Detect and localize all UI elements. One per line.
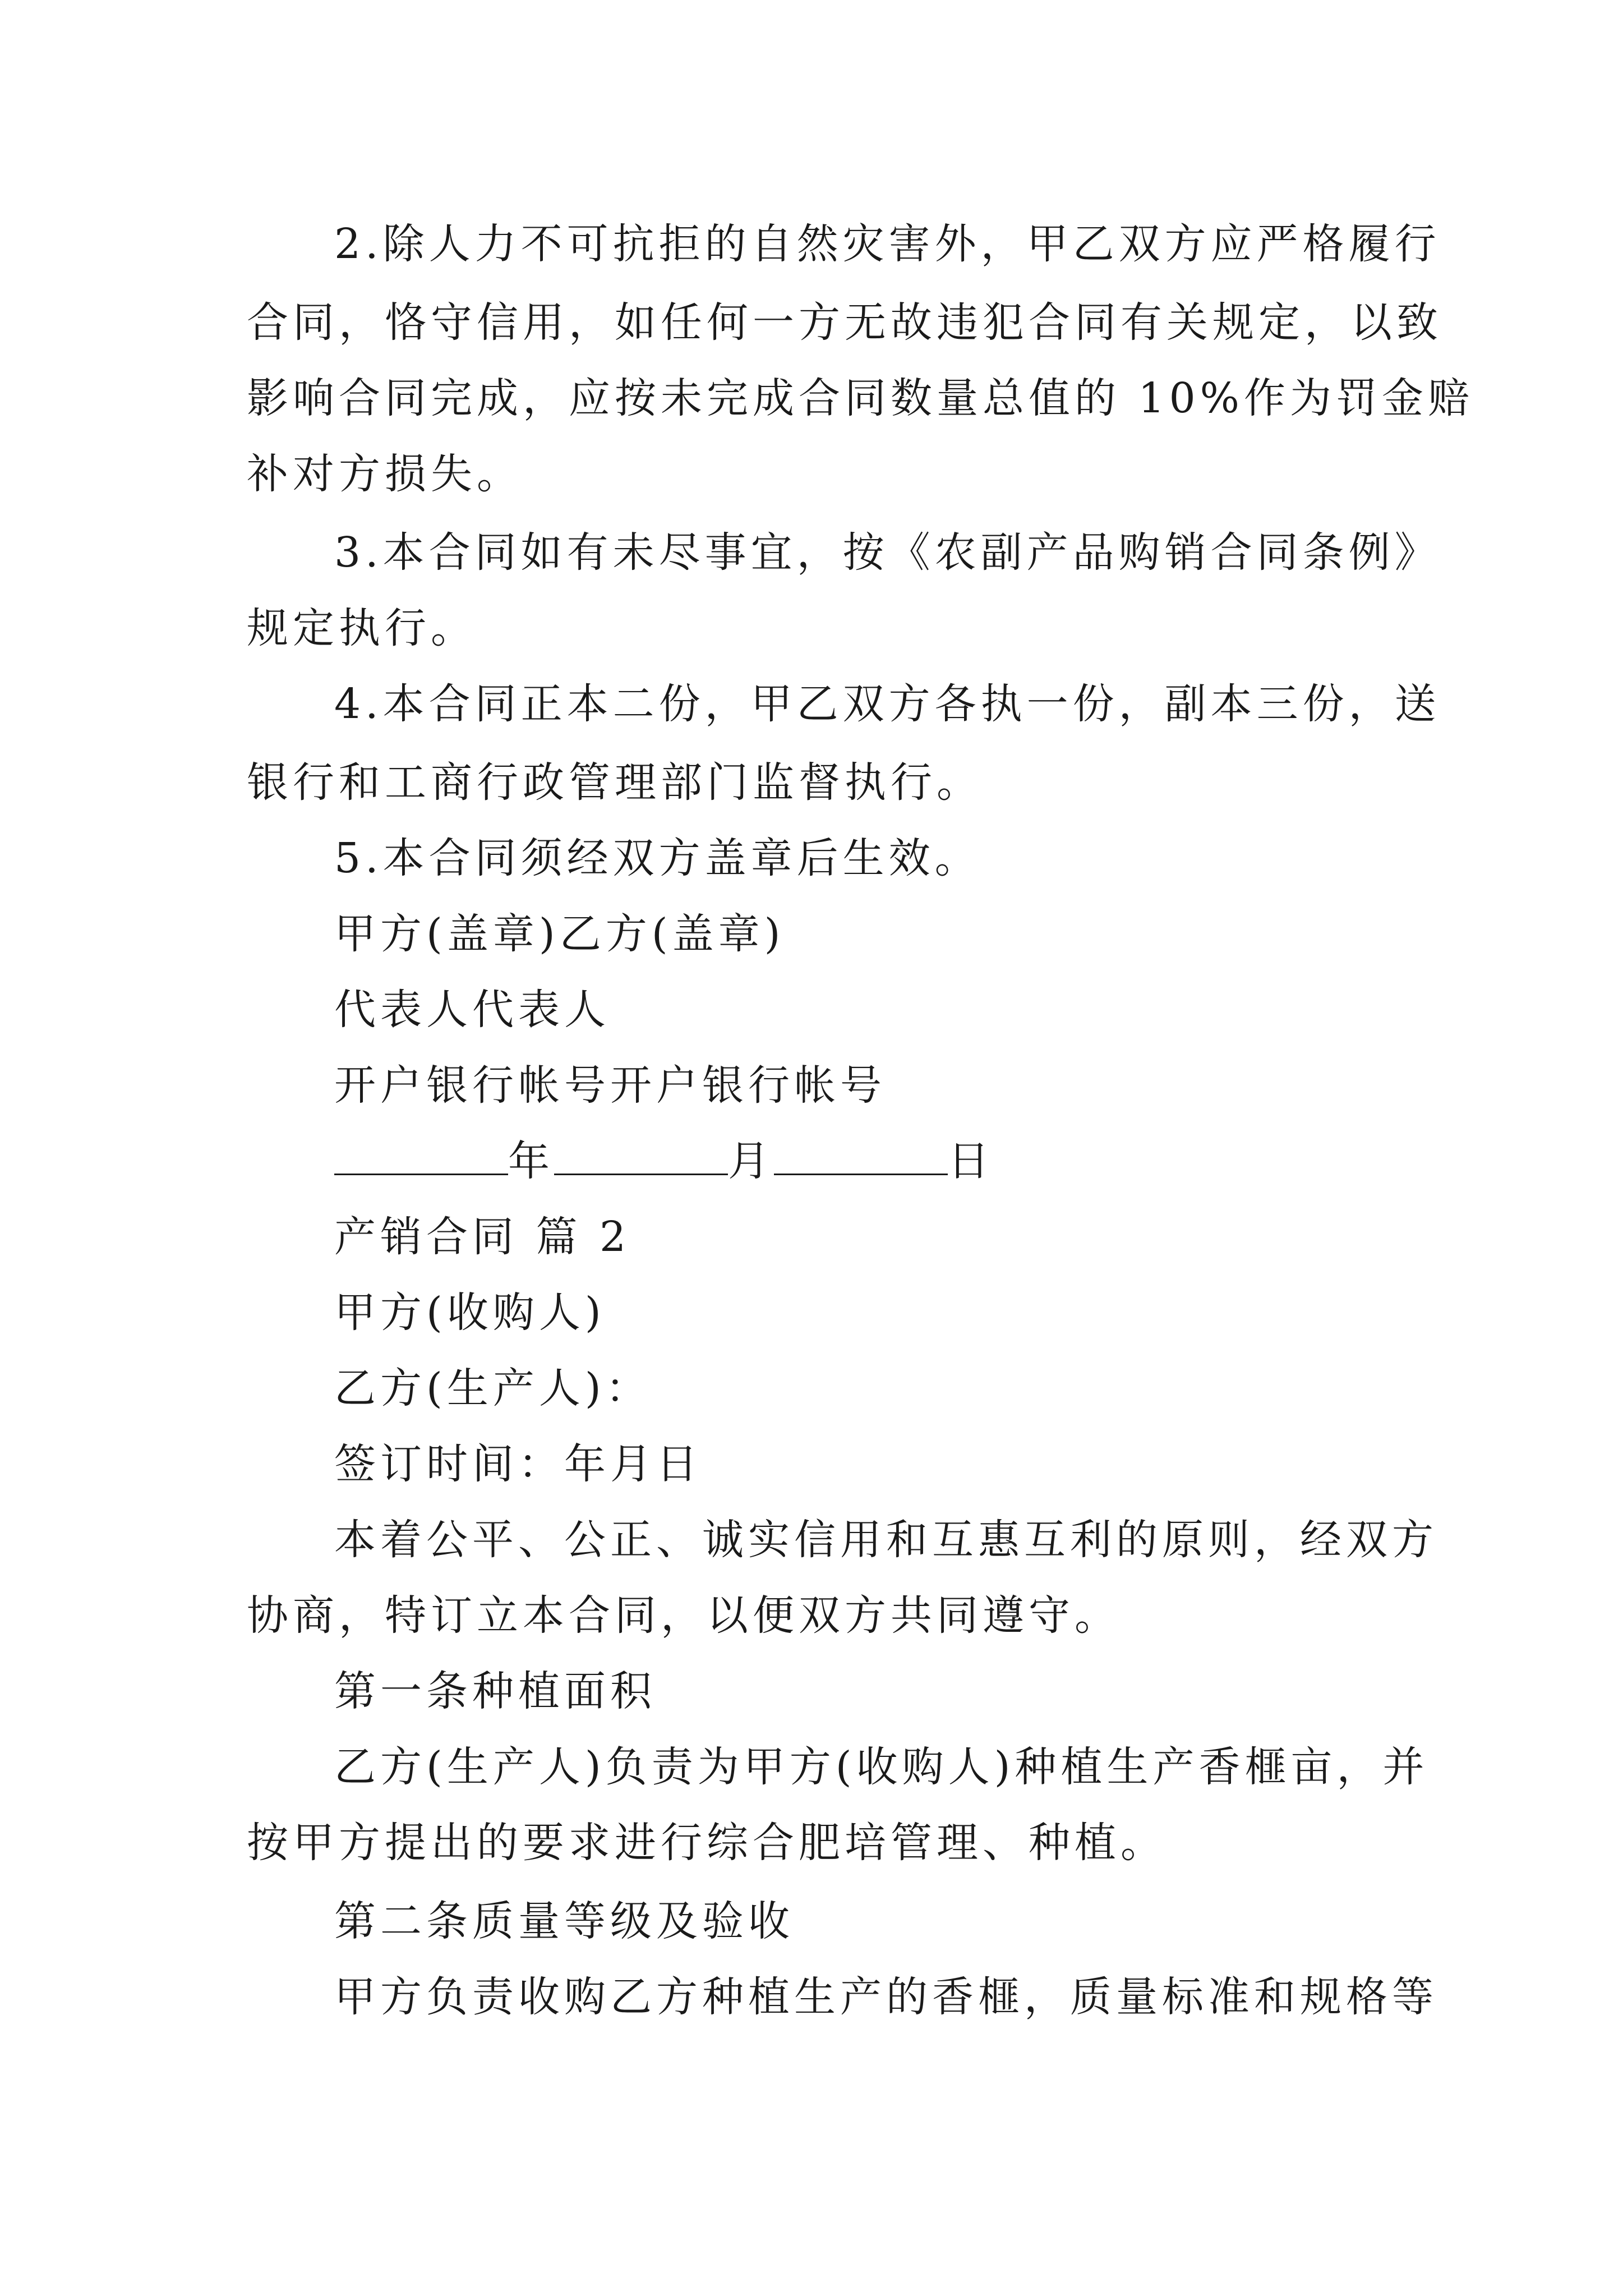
preamble-line-2: 协商，特订立本合同，以便双方共同遵守。	[247, 1591, 1121, 1640]
article-1-line-2: 按甲方提出的要求进行综合肥培管理、种植。	[247, 1819, 1166, 1867]
article-1-heading: 第一条种植面积	[334, 1667, 656, 1715]
day-blank	[774, 1139, 948, 1175]
clause-4-line-1: 4.本合同正本二份，甲乙双方各执一份，副本三份，送	[334, 680, 1441, 728]
clause-4-line-2: 银行和工商行政管理部门监督执行。	[247, 758, 983, 807]
clause-3-line-2: 规定执行。	[247, 604, 477, 652]
date-line	[334, 1133, 994, 1189]
signature-parties-line: 甲方(盖章)乙方(盖章)	[334, 910, 785, 958]
signing-date-line: 签订时间：年月日	[334, 1440, 702, 1488]
clause-2-line-3: 影响合同完成，应按未完成合同数量总值的 10%作为罚金赔	[247, 374, 1474, 422]
month-blank	[554, 1139, 728, 1175]
party-a-line: 甲方(收购人)	[334, 1289, 606, 1337]
clause-2-line-1: 2.除人力不可抗拒的自然灾害外，甲乙双方应严格履行	[334, 220, 1441, 268]
clause-5-line: 5.本合同须经双方盖章后生效。	[334, 834, 981, 882]
article-1-line-1: 乙方(生产人)负责为甲方(收购人)种植生产香榧亩，并	[334, 1743, 1429, 1791]
year-label: 年	[508, 1137, 554, 1185]
clause-3-line-1: 3.本合同如有未尽事宜，按《农副产品购销合同条例》	[334, 528, 1441, 577]
year-blank	[334, 1139, 508, 1175]
party-b-line: 乙方(生产人)：	[334, 1364, 652, 1412]
article-2-line-1: 甲方负责收购乙方种植生产的香榧，质量标准和规格等	[334, 1973, 1438, 2021]
representative-line: 代表人代表人	[334, 986, 610, 1034]
day-label: 日	[948, 1137, 994, 1185]
preamble-line-1: 本着公平、公正、诚实信用和互惠互利的原则，经双方	[334, 1516, 1438, 1564]
clause-2-line-4: 补对方损失。	[247, 450, 523, 498]
section-heading: 产销合同 篇 2	[334, 1213, 631, 1261]
month-label: 月	[728, 1137, 774, 1185]
article-2-heading: 第二条质量等级及验收	[334, 1897, 794, 1945]
clause-2-line-2: 合同，恪守信用，如任何一方无故违犯合同有关规定，以致	[247, 298, 1442, 347]
bank-account-line: 开户银行帐号开户银行帐号	[334, 1061, 886, 1110]
